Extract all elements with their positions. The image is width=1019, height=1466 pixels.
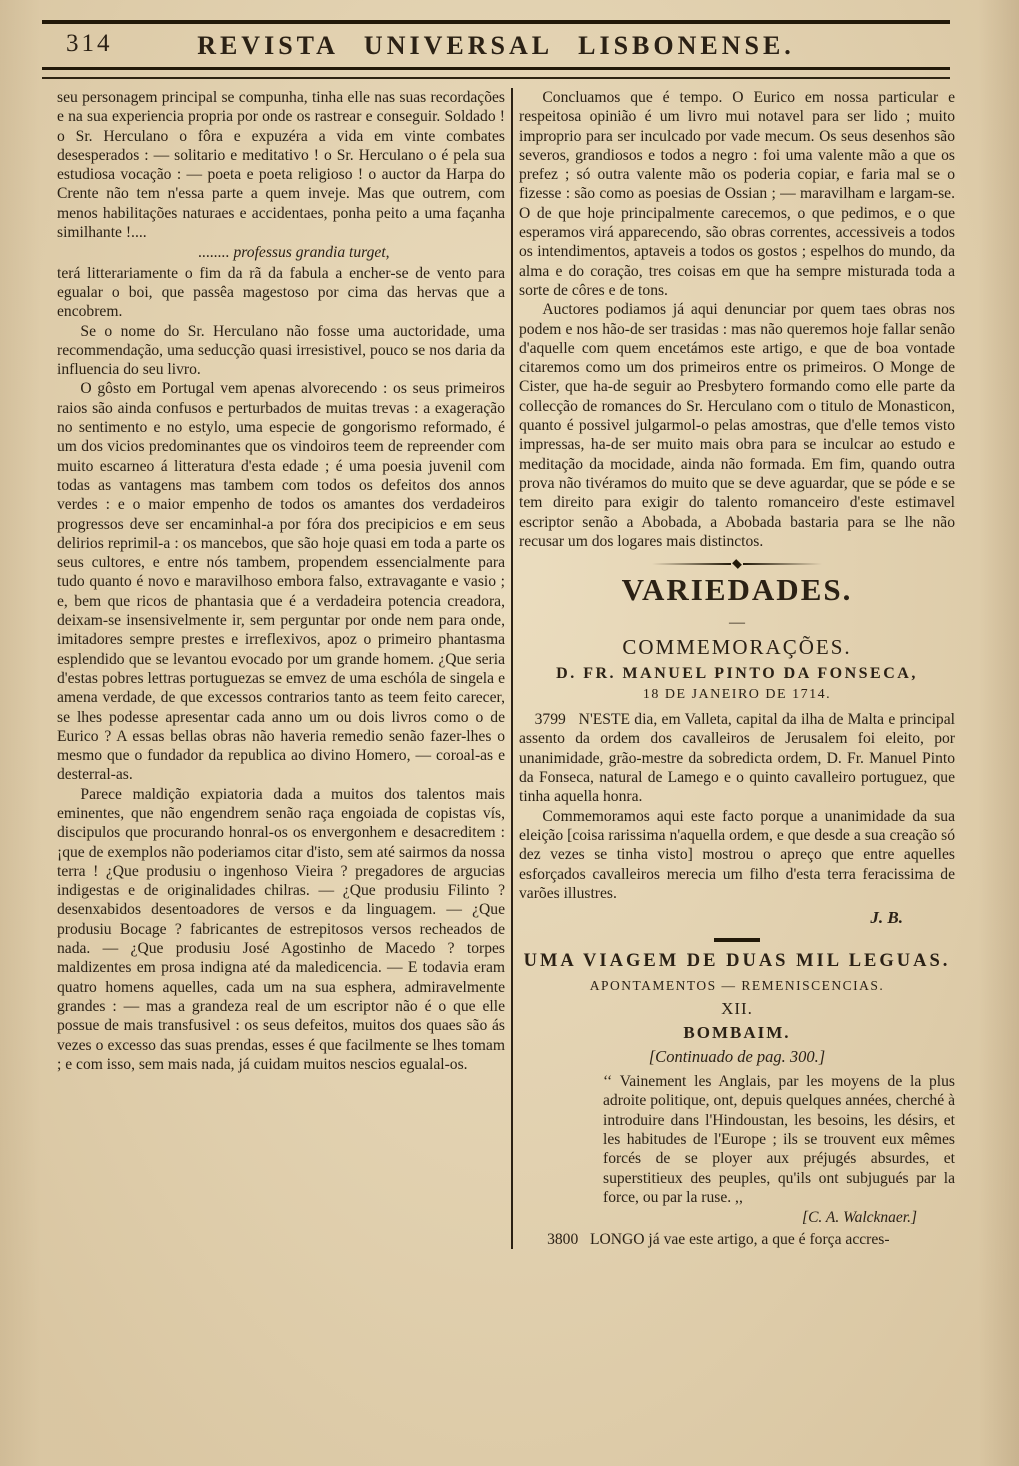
ornament-line-left: [652, 563, 731, 565]
column-gutter: [505, 88, 519, 1249]
body-paragraph: O gôsto em Portugal vem apenas alvorecendo : os seus primeiros raios são ainda confusos e perturbados de muitas trevas : a exageração no sentimento e no estylo, uma especie de gongorismo reformado, é um dos vicios predominantes que os vindoiros teem de repreender com muito escarneo á litteratura d'esta edade ; é uma poesia juvenil com todas as vantagens mas tambem com todos os defeitos dos annos verdes : e o maior empenho de todos os amantes dos verdadeiros progressos deve ser encaminhal-a por fóra dos precipicios e em seus delirios reprimil-a : os mancebos, que são hoje quasi em toda a parte os seus cultores, e entre nós tambem, propendem essencialmente para tudo quanto é novo e maravilhoso embora falso, extravagante e vasio ; e, bem que ricos de phantasia que é a verdadeira potencia creadora, deixam-se insensivelmente ir, sem perguntar por onde nem para onde, imitadores sempre prestes e irreflexivos, apoz o primeiro phantasma esplendido que se levantou evocado por um grande homem. ¿Que seria d'estas pobres lettras portuguezas se emvez de uma eschóla de singela e amena verdade, de que excessos contrarios tanto as teem feito carecer, se lhes podesse apresentar cada anno um ou dois livros como o de Eurico ? A essas bellas obras não haveria remedio senão fazer-lhes o mesmo que o fundador da republica ao divino Homero, — coroal-as e desterral-as.: [57, 380, 505, 784]
left-column: [57, 88, 505, 1249]
body-paragraph: 3799 N'ESTE dia, em Valleta, capital da ilha de Malta e principal assento da ordem dos cavalleiros de Jerusalem foi eleito, por unanimidade, grão-mestre da sobredicta ordem, D. Fr. Manuel Pinto da Fonseca, natural de Lamego e o quinto cavalleiro portuguez, que tinha aquella honra.: [519, 711, 955, 806]
ornament-line-right: [743, 563, 822, 565]
section-place-title: BOMBAIM.: [683, 1023, 791, 1043]
page-header: [42, 20, 950, 79]
commemoration-article-date: 18 DE JANEIRO DE 1714.: [642, 687, 832, 703]
section-dash: —: [729, 614, 745, 632]
continuation-note: [Continuado de pag. 300.]: [648, 1047, 826, 1067]
verse-line: ........ professus grandia turget,: [198, 244, 390, 262]
chapter-number: XII.: [721, 999, 753, 1019]
header-rule-gap: [42, 70, 950, 77]
body-paragraph: Auctores podiamos já aqui denunciar por quem taes obras nos podem e nos hão-de ser trasidas : mas não queremos hoje fallar senão d'aquelle com quem encetámos este artigo, e que de boa vontade citaremos como um dos primeiros entre os primeiros. O Monge de Cister, que ha-de seguir ao Presbytero formando como elle parte da collecção de romances do Sr. Herculano com o titulo de Monasticon, quanto é possivel julgarmol-o pelas amostras, que d'elle temos visto impressas, ha-de ser muito mais obra para se inculcar ao estudo e meditação da mocidade, ainda não formada. Em fim, quando outra prova não tivéramos do muito que se deve aguardar, que se póde e se tem direito para exigir do talento romanceiro d'este estimavel escriptor senão a Abobada, a Abobada bastaria para se lhe não recusar um dos logares mais distinctos.: [519, 301, 955, 550]
commemoracoes-heading: COMMEMORAÇÕES.: [622, 635, 852, 660]
french-quote: ‘‘ Vainement les Anglais, par les moyens de la plus adroite politique, ont, depuis quelques années, cherché à introduire dans l'Hindoustan, les besoins, les désirs, et les habitudes de l'Europe ; ils se trouvent eux mêmes forcés de se ployer aux préjugés absurdes, et superstitieux des peuples, qu'ils ont subjugués par la force, ou par la ruse. ,,: [603, 1073, 955, 1206]
column-divider-rule: [511, 88, 513, 1249]
ornament-diamond: [732, 559, 742, 569]
variedades-heading: VARIEDADES.: [621, 572, 853, 608]
header-row: [42, 24, 950, 67]
page-body: [57, 88, 955, 1249]
body-paragraph: Commemoramos aqui este facto porque a unanimidade da sua eleição [coisa rarissima n'aquella ordem, e que desde a sua creação só dez vezes se tinha visto] mostrou o apreço que entre aquelles esforçados cavalleiros merecia um filho d'esta terra feracissima de varões illustres.: [519, 807, 955, 902]
viagem-article-subtitle: APONTAMENTOS — REMENISCENCIAS.: [589, 978, 885, 994]
header-bottom-rule-2: [42, 77, 950, 79]
page-number: 314: [66, 30, 113, 57]
quote-attribution: [C. A. Walcknaer.]: [802, 1209, 917, 1227]
commemoration-article-title: D. FR. MANUEL PINTO DA FONSECA,: [556, 665, 918, 683]
journal-title: REVISTA UNIVERSAL LISBONENSE.: [197, 31, 795, 60]
author-signature: J. B.: [870, 908, 903, 928]
body-paragraph: 3800 LONGO já vae este artigo, a que é força accres-: [547, 1231, 890, 1249]
body-paragraph: Se o nome do Sr. Herculano não fosse uma auctoridade, uma recommendação, uma seducção quasi irresistivel, pouco se nos daria da influencia do seu livro.: [57, 322, 505, 379]
body-paragraph: Parece maldição expiatoria dada a muitos dos talentos mais eminentes, que não engendrem senão raça engoiada de copistas vís, discipulos que procurando honral-os os envergonhem e desacreditem : ¡que de exemplos não poderiamos citar d'isto, sem até sairmos da nossa terra ! ¿Que produsiu o ingenhoso Vieira ? pregadores de argucias indigestas e de originalidades chilras. — ¿Que produsiu Filinto ? desenxabidos desentoadores de versos e da linguagem. — ¿Que produsiu Bocage ? fabricantes de estrepitosos versos recheados de nada. — ¿Que produsiu José Agostinho de Macedo ? torpes maldizentes em prosa indigna até da maledicencia. — E todavia eram quatro homens aquelles, cada um na sua esphera, admiravelmente grandes : — mas a grandeza real de um escriptor não é o que elle possue de mais transfusivel : os seus defeitos, muitos dos quaes são ás vezes o excesso das suas prendas, esses é que facilmente se lhes tomam ; e com isso, sem mais nada, já cuidam muitos nescios egualal-os.: [57, 785, 505, 1073]
section-divider-rule: [714, 938, 760, 942]
section-divider-ornament: [652, 560, 822, 568]
viagem-article-title: UMA VIAGEM DE DUAS MIL LEGUAS.: [523, 951, 951, 972]
body-paragraph: Concluamos que é tempo. O Eurico em nossa particular e respeitosa opinião é um livro mui notavel para ser lido ; muito improprio para ser inculcado por vade mecum. Os seus desenhos são severos, grandiosos e todos a negro : foi uma valente mão a que os prefez ; só outra valente mão os poderia copiar, e faria mal se o fizesse : são como as poesias de Ossian ; — maravilham e largam-se. O de que hoje principalmente carecemos, o que pedimos, e o que esperamos virá apparecendo, são obras correntes, accessiveis a todos os intendimentos, aptaveis a todos os gostos ; espelhos do mundo, da alma e do coração, tres coisas em que ha sempre misturada toda a sorte de côres e de tons.: [519, 89, 955, 299]
body-paragraph: seu personagem principal se compunha, tinha elle nas suas recordações e na sua experiencia propria por onde os rastrear e conseguir. Soldado ! o Sr. Herculano o fôra e expuzéra a vida em vinte combates desesperados : — solitario e meditativo ! o Sr. Herculano o é pela sua estudiosa vocação : — poeta e poeta religioso ! o auctor da Harpa do Crente não tem n'essa parte a quem inveje. Mas que outrem, com menos habilitações naturaes e accidentaes, ponha peito a uma façanha similhante !....: [57, 89, 505, 242]
right-column: [519, 88, 955, 1249]
body-paragraph: terá litterariamente o fim da rã da fabula a encher-se de vento para egualar o boi, que passêa magestoso por cima das hervas que a encobrem.: [57, 264, 505, 321]
